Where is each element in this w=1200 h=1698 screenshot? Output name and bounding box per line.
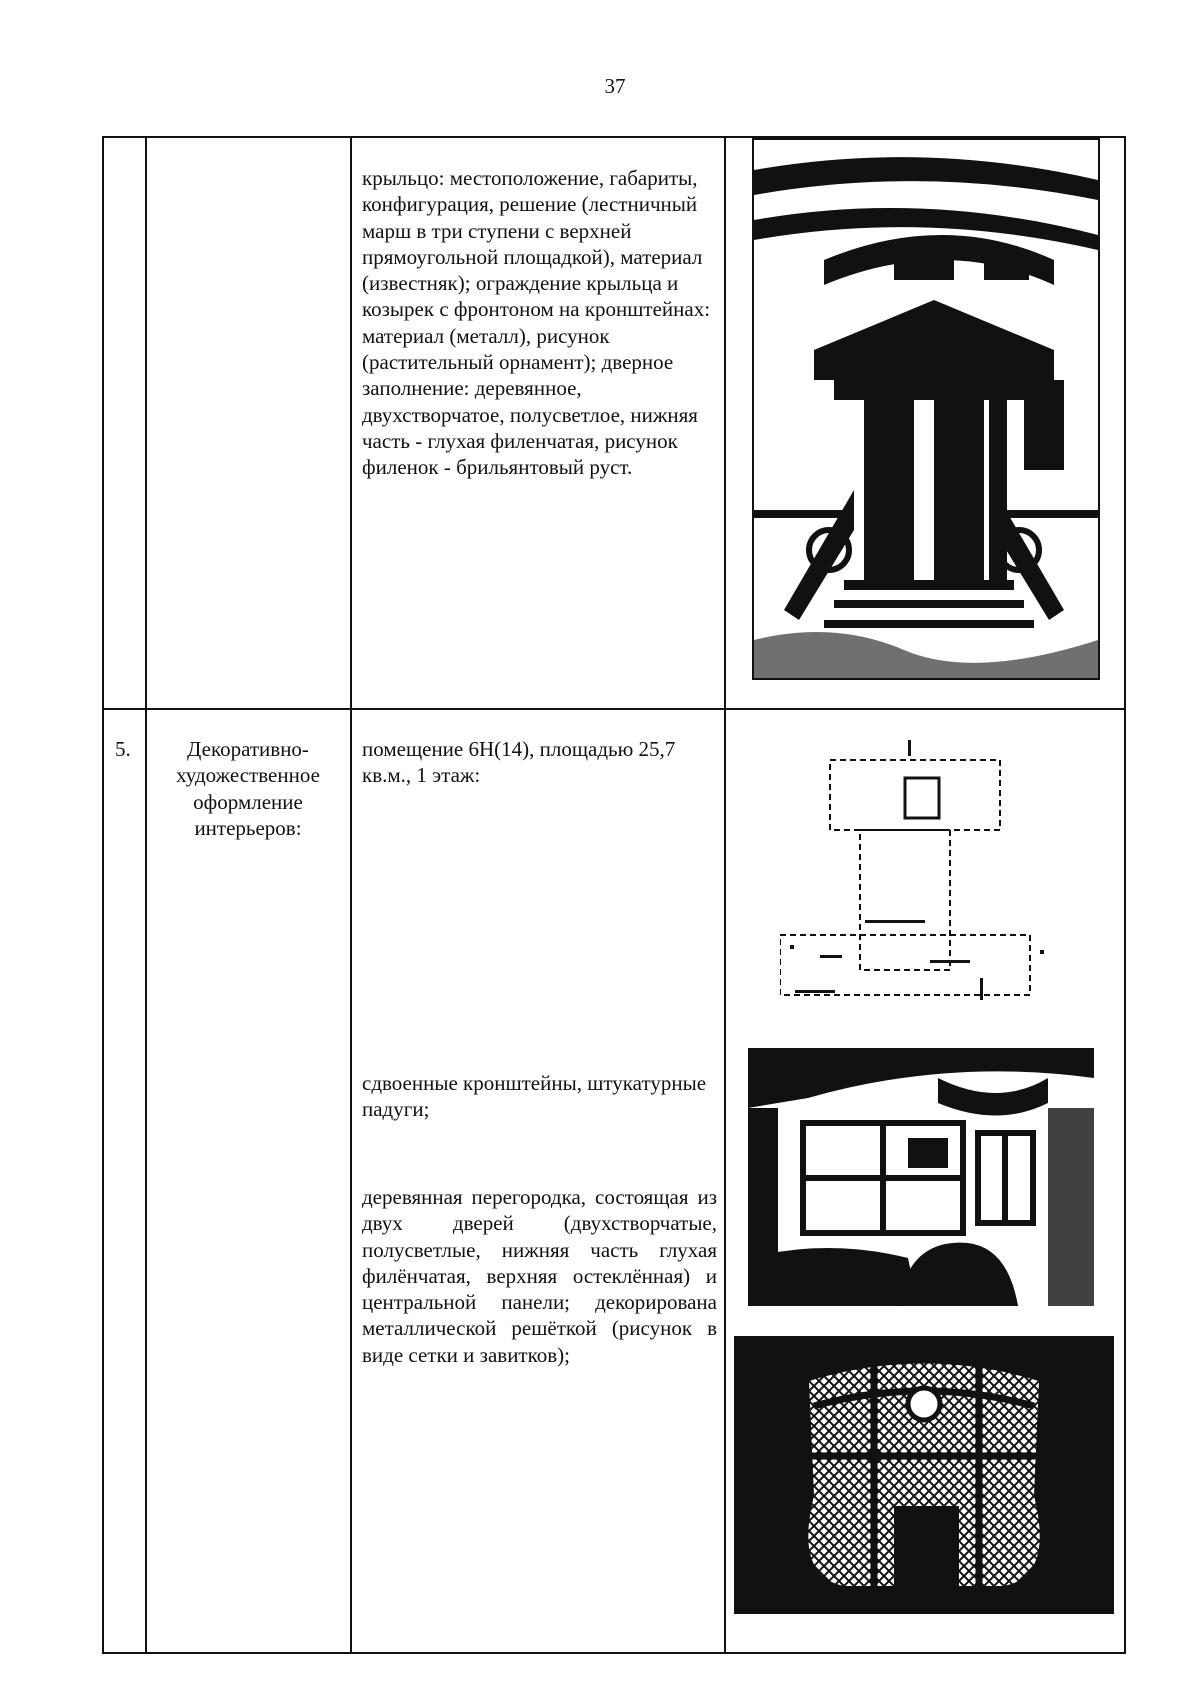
column-divider-1 xyxy=(145,136,147,1654)
table-right-border xyxy=(1124,136,1126,1654)
row-1-description: крыльцо: местоположение, габариты, конфигурация, решение (лестничный марш в три ступени с верхней прямоугольной площадкой), материал (известняк); ограждение крыльца и козырек с фронтоном на кронштейнах: материал (металл), рисунок (растительный орнамент); дверное заполнение: деревянное, двухстворчатое, полусветлое, нижняя часть - глухая филенчатая, рисунок филенок - брильянтовый руст. xyxy=(362,166,711,480)
interior-photo xyxy=(748,1048,1094,1306)
row-2-number: 5. xyxy=(115,737,131,761)
row-2-partition-text: деревянная перегородка, состоящая из двух дверей (двухстворчатые, полусветлые, нижняя часть глухая филёнчатая, верхняя остеклённая) и центральной панели; декорирована металлической решёткой (рисунок в виде сетки и завитков); xyxy=(362,1185,717,1367)
page-number: 37 xyxy=(604,74,626,98)
table-left-border xyxy=(102,136,104,1654)
row-2-name: Декоративно-художественное оформление интерьеров: xyxy=(176,737,320,840)
column-divider-2 xyxy=(350,136,352,1654)
grille-photo xyxy=(734,1336,1114,1614)
row-2-room-text: помещение 6Н(14), площадью 25,7 кв.м., 1 этаж: xyxy=(362,737,676,788)
porch-photo xyxy=(752,138,1100,680)
row-2-brackets-text: сдвоенные кронштейны, штукатурные падуги; xyxy=(362,1071,707,1122)
row-divider xyxy=(102,708,1126,710)
floor-plan xyxy=(780,720,1070,1020)
table-bottom-border xyxy=(102,1652,1126,1654)
column-divider-3 xyxy=(724,136,726,1654)
